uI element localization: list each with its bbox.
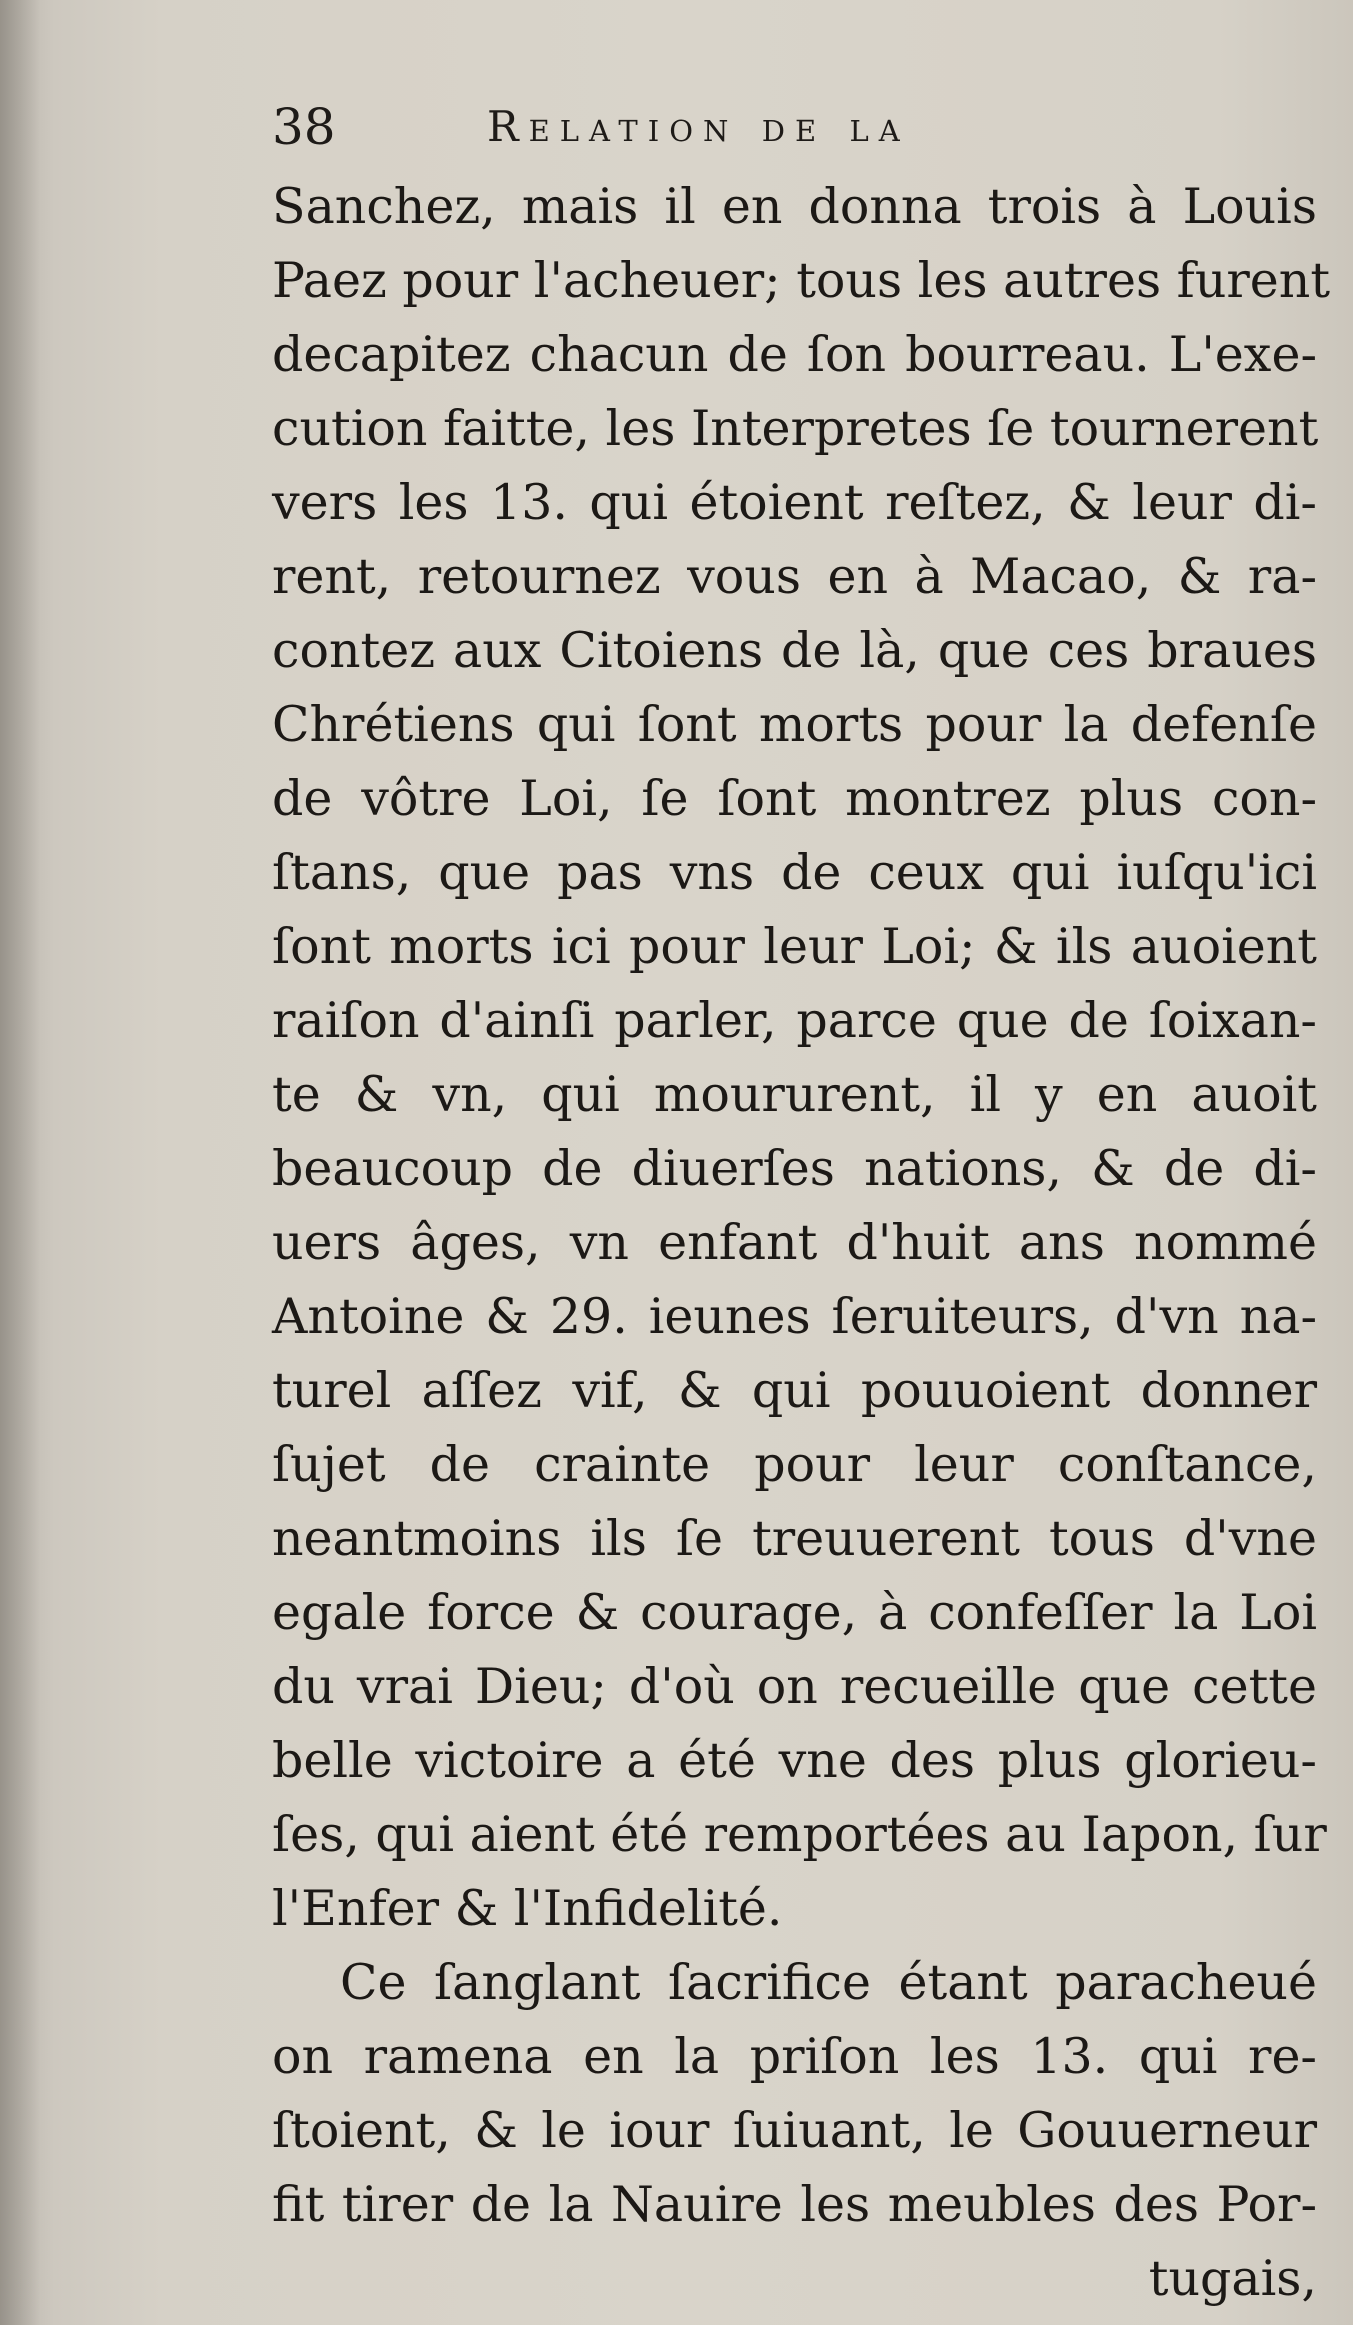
catchword: tugais, (1148, 2250, 1317, 2307)
text-line: Paez pour l'acheuer; tous les autres furent (272, 252, 1331, 309)
text-line: fit tirer de la Nauire les meubles des Por- (272, 2176, 1317, 2233)
text-line: du vrai Dieu; d'où on recueille que cette (272, 1658, 1317, 1715)
text-line: decapitez chacun de ſon bourreau. L'exe- (272, 326, 1317, 383)
text-line: ſes, qui aient été remportées au Iapon, ſur (272, 1806, 1327, 1863)
text-line: contez aux Citoiens de là, que ces braues (272, 622, 1317, 679)
text-line: uers âges, vn enfant d'huit ans nommé (272, 1214, 1317, 1271)
page-number: 38 (272, 98, 336, 156)
text-line: vers les 13. qui étoient reſtez, & leur di- (272, 474, 1317, 531)
text-line: Chrétiens qui ſont morts pour la defenſe (272, 696, 1317, 753)
paragraph-start-line: Ce ſanglant ſacrifice étant paracheué (340, 1954, 1317, 2011)
text-line: ſont morts ici pour leur Loi; & ils auoient (272, 918, 1317, 975)
text-line: rent, retournez vous en à Macao, & ra- (272, 548, 1317, 605)
text-line: turel aſſez vif, & qui pouuoient donner (272, 1362, 1317, 1419)
text-line: cution faitte, les Interpretes ſe tournerent (272, 400, 1319, 457)
text-line: on ramena en la priſon les 13. qui re- (272, 2028, 1317, 2085)
paragraph-end-line: l'Enfer & l'Infidelité. (272, 1880, 783, 1937)
text-line: beaucoup de diuerſes nations, & de di- (272, 1140, 1317, 1197)
text-line: ſujet de crainte pour leur conſtance, (272, 1436, 1317, 1493)
text-line: neantmoins ils ſe treuuerent tous d'vne (272, 1510, 1317, 1567)
text-line: raiſon d'ainſi parler, parce que de ſoixan- (272, 992, 1317, 1049)
running-head (272, 92, 1312, 162)
text-line: de vôtre Loi, ſe ſont montrez plus con- (272, 770, 1317, 827)
text-line: egale force & courage, à confeſſer la Loi (272, 1584, 1317, 1641)
text-line: Sanchez, mais il en donna trois à Louis (272, 178, 1317, 235)
text-line: Antoine & 29. ieunes ſeruiteurs, d'vn na- (272, 1288, 1317, 1345)
running-title: Relation de la (487, 102, 910, 151)
spine-shadow (0, 0, 40, 2325)
text-line: belle victoire a été vne des plus glorieu- (272, 1732, 1317, 1789)
text-block (272, 170, 1331, 2320)
text-line: te & vn, qui moururent, il y en auoit (272, 1066, 1317, 1123)
text-line: ſtans, que pas vns de ceux qui iuſqu'ici (272, 844, 1317, 901)
text-line: ſtoient, & le iour ſuiuant, le Gouuerneur (272, 2102, 1317, 2159)
